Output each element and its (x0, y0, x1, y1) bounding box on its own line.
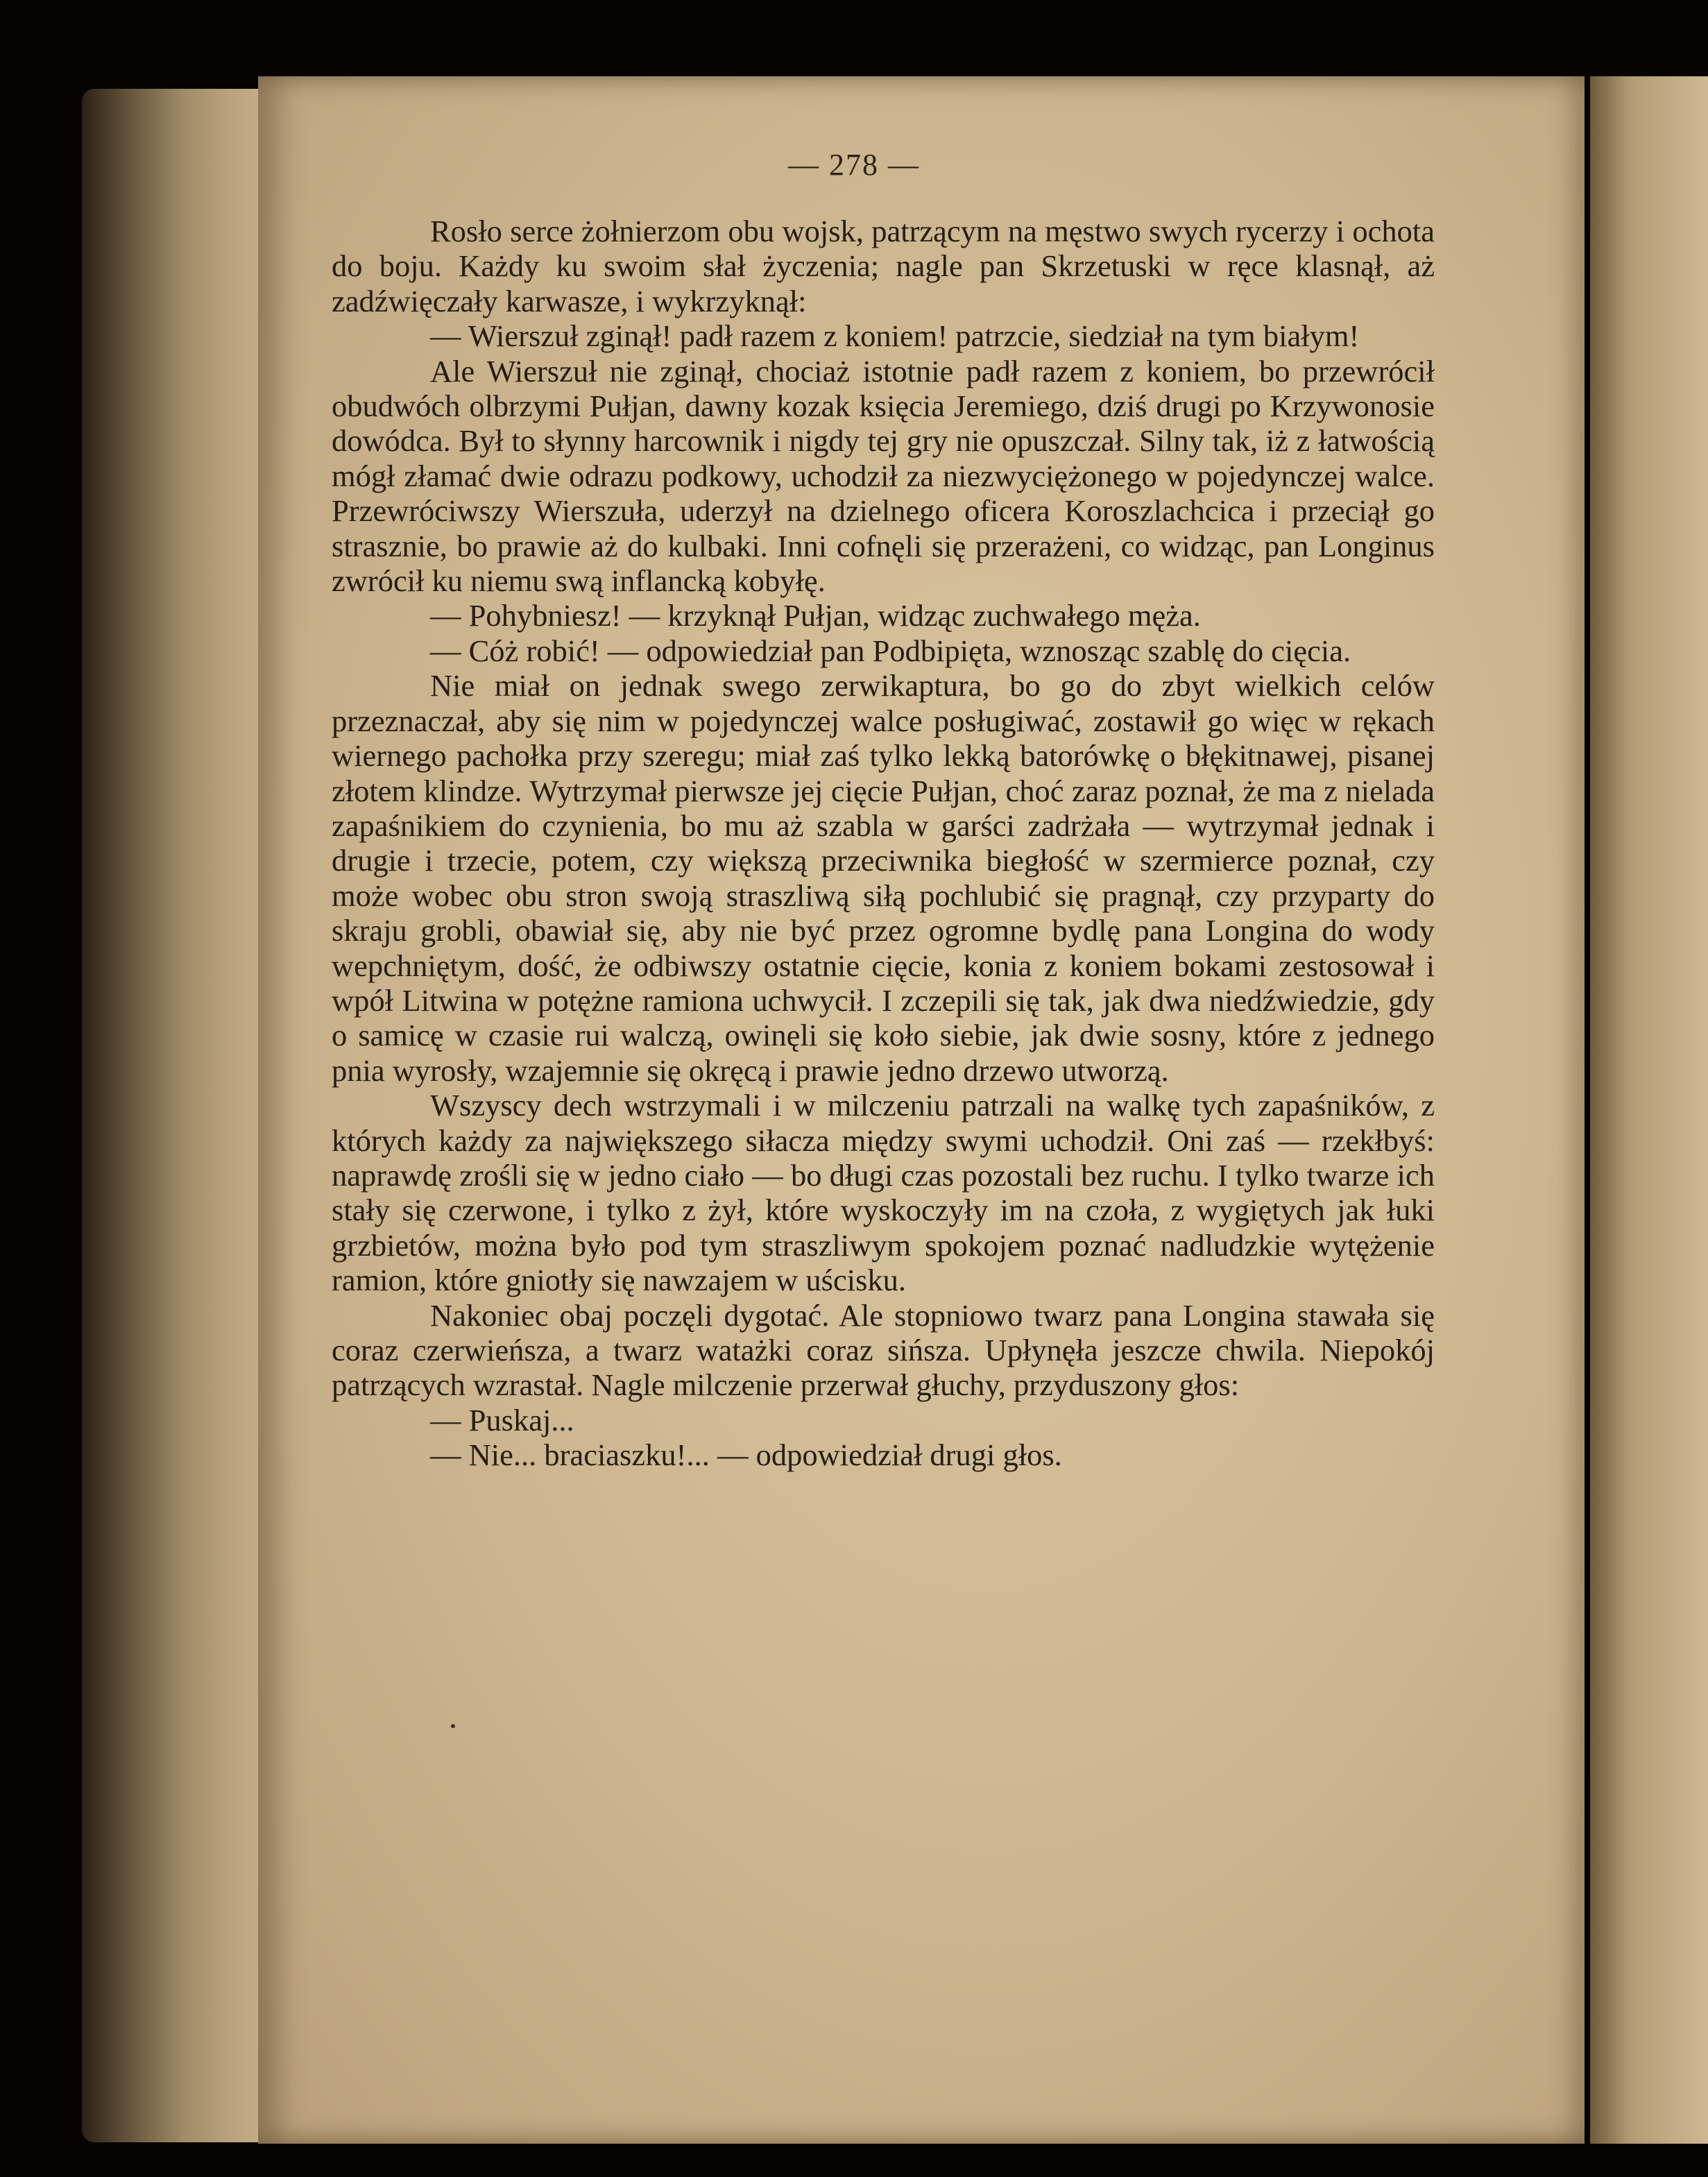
paragraph: Ale Wierszuł nie zginął, chociaż istotnie padł razem z koniem, bo przewrócił obudwóch olbrzymi Pułjan, dawny kozak księcia Jeremiego, dziś drugi po Krzywonosie dowódca. Był to słynny harcownik i nigdy tej gry nie opuszczał. Silny tak, iż z łatwością mógł złamać dwie odrazu podkowy, uchodził za niezwyciężonego w pojedynczej walce. Przewróciwszy Wierszuła, uderzył na dzielnego oficera Koroszlachcica i przeciął go strasznie, bo prawie aż do kulbaki. Inni cofnęli się przerażeni, co widząc, pan Longinus zwrócił ku niemu swą inflancką kobyłę. (332, 353, 1435, 599)
dialogue-line: — Pohybniesz! — krzyknął Pułjan, widząc zuchwałego męża. (430, 598, 1201, 633)
paragraph: Nakoniec obaj poczęli dygotać. Ale stopniowo twarz pana Longina stawała się coraz czerwieńsza, a twarz watażki coraz sińsza. Upłynęła jeszcze chwila. Niepokój patrzących wzrastał. Nagle milczenie przerwał głuchy, przyduszony głos: (332, 1297, 1435, 1403)
page-number: — 278 — (788, 148, 920, 182)
facing-page-edge (1590, 76, 1708, 2144)
page-text (332, 214, 1435, 1473)
paragraph: Rosło serce żołnierzom obu wojsk, patrzącym na męstwo swych rycerzy i ochota do boju. Każdy ku swoim słał życzenia; nagle pan Skrzetuski w ręce klasnął, aż zadźwięczały karwasze, i wykrzyknął: (332, 214, 1435, 318)
dialogue-line: — Cóż robić! — odpowiedział pan Podbipięta, wznosząc szablę do cięcia. (430, 633, 1351, 668)
paragraph: Wszyscy dech wstrzymali i w milczeniu patrzali na walkę tych zapaśników, z których każdy za największego siłacza między swymi uchodził. Oni zaś — rzekłbyś: naprawdę zrośli się w jedno ciało — bo długi czas pozostali bez ruchu. I tylko twarze ich stały się czerwone, i tylko z żył, które wyskoczyły im na czoła, z wygiętych jak łuki grzbietów, można było pod tym straszliwym spokojem poznać nadludzkie wytężenie ramion, które gniotły się nawzajem w uścisku. (332, 1088, 1435, 1298)
paragraph: Nie miał on jednak swego zerwikaptura, bo go do zbyt wielkich celów przeznaczał, aby się nim w pojedynczej walce posługiwać, zostawił go więc w rękach wiernego pachołka przy szeregu; miał zaś tylko lekką batorówkę o błękitnawej, pisanej złotem klindze. Wytrzymał pierwsze jej cięcie Pułjan, choć zaraz poznał, że ma z nielada zapaśnikiem do czynienia, bo mu aż szabla w garści zadrżała — wytrzymał jednak i drugie i trzecie, potem, czy większą przeciwnika biegłość w szermierce poznał, czy może wobec obu stron swoją straszliwą siłą pochlubić się pragnął, czy przyparty do skraju grobli, obawiał się, aby nie być przez ogromne bydlę pana Longina do wody wepchniętym, dość, że odbiwszy ostatnie cięcie, konia z koniem bokami zestosował i wpół Litwina w potężne ramiona uchwycił. I zczepili się tak, jak dwa niedźwiedzie, gdy o samicę w czasie rui walczą, owinęli się koło siebie, jak dwie sosny, które z jednego pnia wyrosły, wzajemnie się okręcą i prawie jedno drzewo utworzą. (332, 668, 1435, 1088)
dialogue-line: — Puskaj... (430, 1402, 574, 1437)
dialogue-line: — Nie... braciaszku!... — odpowiedział drugi głos. (430, 1437, 1062, 1473)
book-page-edges (82, 89, 269, 2142)
dialogue-line: — Wierszuł zginął! padł razem z koniem! patrzcie, siedział na tym białym! (430, 318, 1360, 354)
ink-speck (451, 1724, 455, 1728)
